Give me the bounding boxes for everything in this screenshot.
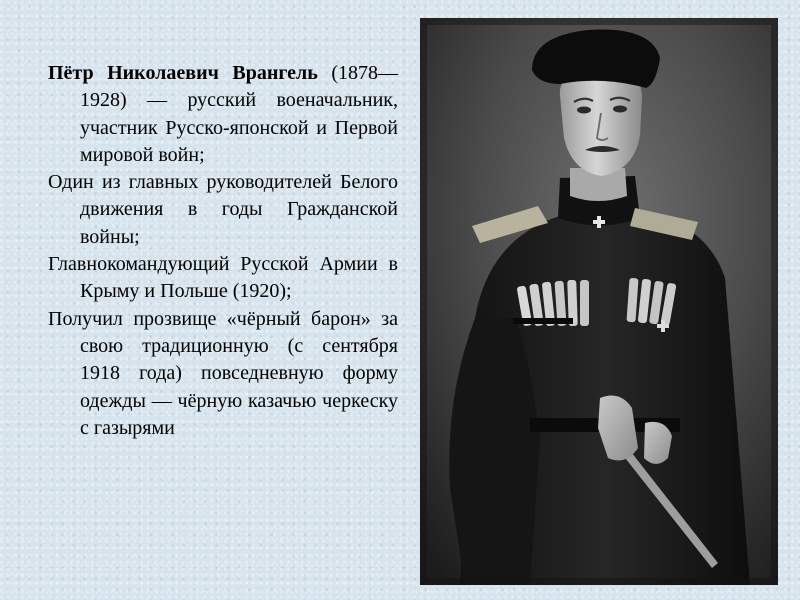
paragraph-commander: Главнокомандующий Русской Армии в Крыму и Польше (1920); bbox=[48, 253, 398, 303]
person-name: Пётр Николаевич Врангель bbox=[48, 62, 318, 84]
portrait-illustration bbox=[420, 18, 778, 585]
slide-text bbox=[48, 60, 398, 442]
paragraph-white-movement: Один из главных руководителей Белого движения в годы Гражданской войны; bbox=[48, 171, 398, 248]
paragraph-nickname: Получил прозвище «чёрный барон» за свою традиционную (с сентября 1918 года) повседневную форму одежды — чёрную казачью черкеску с газырями bbox=[48, 307, 398, 439]
biography-text: (1878—1928) — русский военачальник, участник Русско-японской и Первой мировой войн; bbox=[80, 62, 398, 166]
portrait-photo bbox=[420, 18, 778, 585]
left-arm bbox=[449, 318, 540, 585]
paragraph-biography bbox=[48, 60, 398, 169]
right-eye bbox=[613, 106, 627, 113]
left-eye bbox=[577, 107, 591, 114]
